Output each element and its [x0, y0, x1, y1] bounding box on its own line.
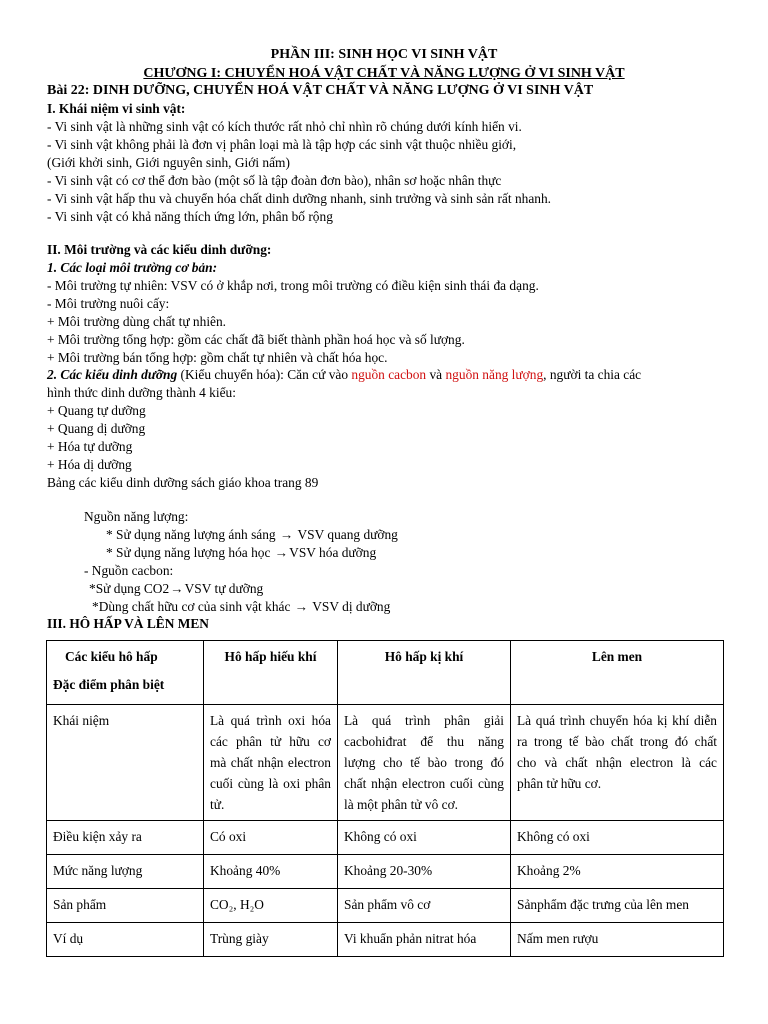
- carbon-item-text: VSV tự dưỡng: [184, 581, 264, 596]
- arrow-right-icon: →: [170, 581, 184, 596]
- s1-line: - Vi sinh vật có cơ thể đơn bào (một số là tập đoàn đơn bào), nhân sơ hoặc nhân thực: [47, 173, 502, 188]
- table-cell: Khoảng 40%: [204, 855, 338, 889]
- table-cell: Không có oxi: [511, 821, 724, 855]
- section1-heading: I. Khái niệm vi sinh vật:: [47, 101, 186, 116]
- carbon-item-text: *Sử dụng CO2: [89, 581, 170, 596]
- arrow-right-icon: →: [294, 599, 309, 614]
- sub2-text: (Kiểu chuyển hóa): Căn cứ vào: [177, 367, 352, 382]
- table-header-row: [47, 641, 724, 705]
- sub2-line2: hình thức dinh dưỡng thành 4 kiểu:: [47, 385, 236, 400]
- section2-sub2-line: [47, 366, 641, 384]
- row-label: Điều kiện xảy ra: [47, 821, 204, 855]
- sub2-text: , người ta chia các: [543, 367, 642, 382]
- carbon-item: [89, 580, 263, 598]
- table-cell: Vi khuẩn phản nitrat hóa: [338, 923, 511, 957]
- row-label: Ví dụ: [47, 923, 204, 957]
- s2-line: + Môi trường tổng hợp: gồm các chất đã biết thành phần hoá học và số lượng.: [47, 332, 465, 347]
- carbon-item-text: VSV dị dưỡng: [309, 599, 391, 614]
- table-row: [47, 889, 724, 923]
- section2-sub1: 1. Các loại môi trường cơ bản:: [47, 260, 218, 275]
- table-cell: Có oxi: [204, 821, 338, 855]
- s1-line: (Giới khởi sinh, Giới nguyên sinh, Giới nấm): [47, 155, 290, 170]
- table-cell: Không có oxi: [338, 821, 511, 855]
- row-label: Sản phẩm: [47, 889, 204, 923]
- column-header: Hô hấp hiếu khí: [204, 641, 338, 705]
- s1-line: - Vi sinh vật không phải là đơn vị phân loại mà là tập hợp các sinh vật thuộc nhiều giới,: [47, 137, 517, 152]
- carbon-item-text: *Dùng chất hữu cơ của sinh vật khác: [92, 599, 294, 614]
- nutrition-type: + Hóa dị dưỡng: [47, 457, 132, 472]
- s1-line: - Vi sinh vật là những sinh vật có kích thước rất nhỏ chỉ nhìn rõ chúng dưới kính hiển vi.: [47, 119, 522, 134]
- table-row: [47, 821, 724, 855]
- energy-item-text: VSV hóa dưỡng: [289, 545, 377, 560]
- s1-line: - Vi sinh vật có khả năng thích ứng lớn, phân bố rộng: [47, 209, 333, 224]
- energy-item-text: * Sử dụng năng lượng hóa học: [106, 545, 274, 560]
- table-cell: Sản phẩm vô cơ: [338, 889, 511, 923]
- chapter-title: CHƯƠNG I: CHUYỂN HOÁ VẬT CHẤT VÀ NĂNG LƯỢNG Ở VI SINH VẬT: [143, 66, 625, 81]
- section2-sub2-title: 2. Các kiểu dinh dưỡng: [47, 367, 178, 382]
- section2-heading: II. Môi trường và các kiểu dinh dưỡng:: [47, 242, 272, 257]
- energy-item: [106, 526, 398, 544]
- column-header: Lên men: [511, 641, 724, 705]
- table-cell: Khoảng 2%: [511, 855, 724, 889]
- energy-item: [106, 544, 376, 562]
- table-cell: Trùng giày: [204, 923, 338, 957]
- part-title: PHẦN III: SINH HỌC VI SINH VẬT: [270, 47, 498, 62]
- lesson-title: Bài 22: DINH DƯỠNG, CHUYỂN HOÁ VẬT CHẤT VÀ NĂNG LƯỢNG Ở VI SINH VẬT: [47, 83, 594, 98]
- energy-label: Nguồn năng lượng:: [84, 509, 189, 524]
- row-label: Khái niệm: [47, 705, 204, 821]
- energy-source-highlight: nguồn năng lượng: [445, 367, 544, 382]
- s2-line: - Môi trường nuôi cấy:: [47, 296, 170, 311]
- energy-item-text: * Sử dụng năng lượng ánh sáng: [106, 527, 279, 542]
- sub2-text: và: [426, 367, 446, 382]
- section3-heading: III. HÔ HẤP VÀ LÊN MEN: [47, 616, 209, 631]
- s2-line: - Môi trường tự nhiên: VSV có ở khắp nơi, trong môi trường có điều kiện sinh thái đa dạng.: [47, 278, 539, 293]
- table-cell: Sảnphẩm đặc trưng của lên men: [511, 889, 724, 923]
- carbon-source-highlight: nguồn cacbon: [351, 367, 427, 382]
- table-cell: CO₂, H₂O: [204, 889, 338, 923]
- table-row: [47, 923, 724, 957]
- table-cell: Là quá trình chuyển hóa kị khí diễn ra trong tế bào chất trong đó chất cho và chất nhận electron là các phân tử hữu cơ.: [511, 705, 724, 821]
- table-cell: Là quá trình phân giải cacbohiđrat để thu năng lượng cho tế bào trong đó chất nhận electron cuối cùng là một phân tử vô cơ.: [338, 705, 511, 821]
- arrow-right-icon: →: [279, 527, 294, 542]
- table-row: [47, 705, 724, 821]
- carbon-label: - Nguồn cacbon:: [84, 563, 174, 578]
- arrow-right-icon: →: [274, 545, 289, 560]
- table-corner-cell: [47, 641, 204, 705]
- energy-item-text: VSV quang dưỡng: [294, 527, 398, 542]
- carbon-item: [92, 598, 390, 616]
- nutrition-type: + Hóa tự dưỡng: [47, 439, 133, 454]
- respiration-table: [46, 640, 724, 957]
- table-row: [47, 855, 724, 889]
- nutrition-type: + Quang tự dưỡng: [47, 403, 146, 418]
- column-header: Hô hấp kị khí: [338, 641, 511, 705]
- s2-line: + Môi trường dùng chất tự nhiên.: [47, 314, 227, 329]
- s1-line: - Vi sinh vật hấp thu và chuyển hóa chất dinh dưỡng nhanh, sinh trưởng và sinh sản rất nhanh.: [47, 191, 552, 206]
- table-cell: Nấm men rượu: [511, 923, 724, 957]
- nutrition-type: + Quang dị dưỡng: [47, 421, 146, 436]
- table-cell: Khoảng 20-30%: [338, 855, 511, 889]
- table-cell: Là quá trình oxi hóa các phân tử hữu cơ mà chất nhận electron cuối cùng là oxi phân tử.: [204, 705, 338, 821]
- textbook-note: Bảng các kiểu dinh dưỡng sách giáo khoa trang 89: [47, 475, 319, 490]
- corner-top: Các kiểu hô hấp: [65, 649, 158, 664]
- corner-bottom: Đặc điểm phân biệt: [53, 677, 165, 692]
- row-label: Mức năng lượng: [47, 855, 204, 889]
- s2-line: + Môi trường bán tổng hợp: gồm chất tự nhiên và chất hóa học.: [47, 350, 388, 365]
